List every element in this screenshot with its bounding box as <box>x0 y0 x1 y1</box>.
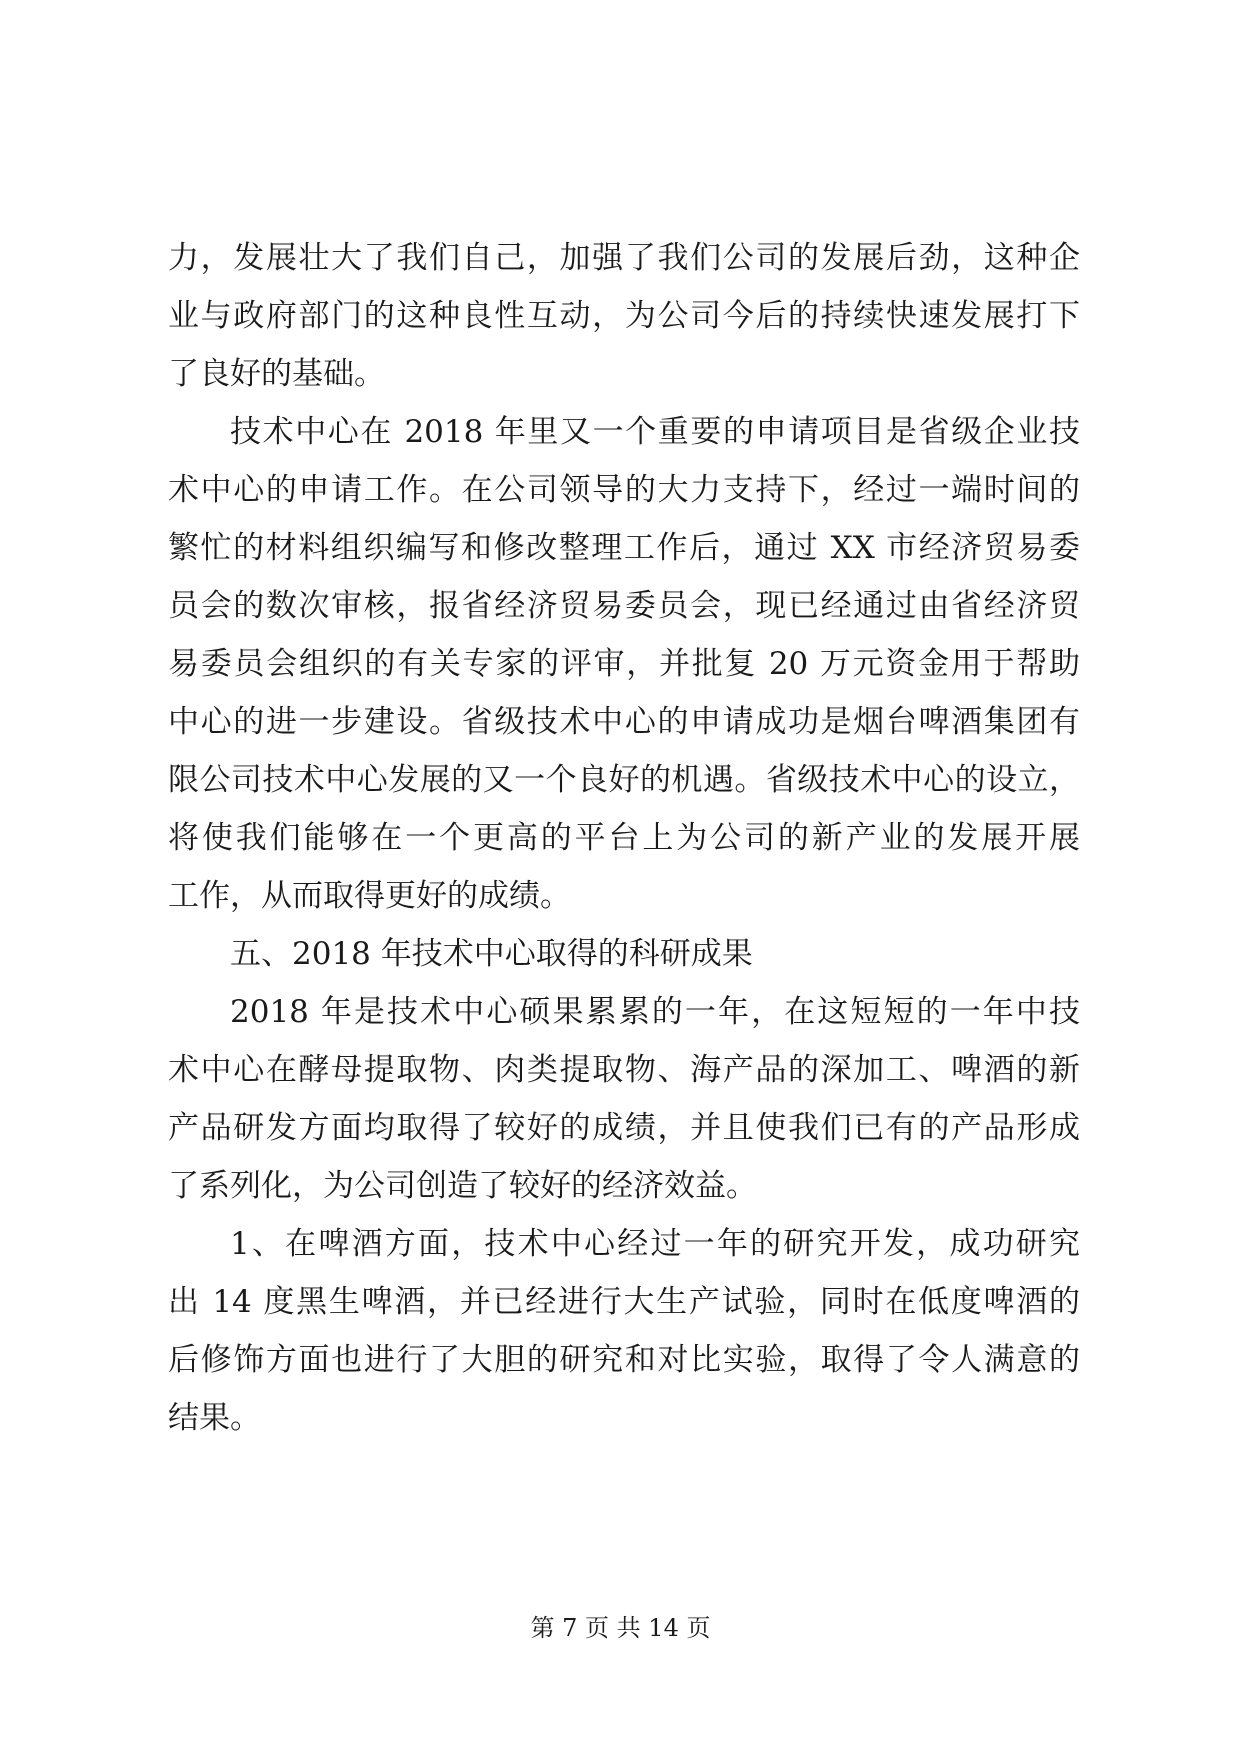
text-line: 出 14 度黑生啤酒，并已经进行大生产试验，同时在低度啤酒的 <box>168 1284 1080 1320</box>
text-line: 后修饰方面也进行了大胆的研究和对比实验，取得了令人满意的 <box>168 1342 1080 1378</box>
text-line: 了良好的基础。 <box>168 356 385 392</box>
paragraph-start-line: 技术中心在 2018 年里又一个重要的申请项目是省级企业技 <box>230 414 1080 450</box>
paragraph-start-line: 2018 年是技术中心硕果累累的一年，在这短短的一年中技 <box>230 994 1080 1030</box>
paragraph-start-line: 1、在啤酒方面，技术中心经过一年的研究开发，成功研究 <box>230 1226 1080 1262</box>
section-heading: 五、2018 年技术中心取得的科研成果 <box>230 936 753 972</box>
text-line: 将使我们能够在一个更高的平台上为公司的新产业的发展开展 <box>168 820 1080 856</box>
text-line: 产品研发方面均取得了较好的成绩，并且使我们已有的产品形成 <box>168 1110 1080 1146</box>
text-line: 业与政府部门的这种良性互动，为公司今后的持续快速发展打下 <box>168 298 1080 334</box>
text-line: 结果。 <box>168 1400 261 1436</box>
text-line: 术中心在酵母提取物、肉类提取物、海产品的深加工、啤酒的新 <box>168 1052 1080 1088</box>
text-line: 工作，从而取得更好的成绩。 <box>168 878 571 914</box>
text-line: 中心的进一步建设。省级技术中心的申请成功是烟台啤酒集团有 <box>168 704 1080 740</box>
text-line: 员会的数次审核，报省经济贸易委员会，现已经通过由省经济贸 <box>168 588 1080 624</box>
text-line: 限公司技术中心发展的又一个良好的机遇。省级技术中心的设立， <box>168 762 1080 798</box>
text-line: 了系列化，为公司创造了较好的经济效益。 <box>168 1168 757 1204</box>
text-line: 力，发展壮大了我们自己，加强了我们公司的发展后劲，这种企 <box>168 240 1080 276</box>
page-number-footer: 第 7 页 共 14 页 <box>530 1614 711 1642</box>
text-line: 术中心的申请工作。在公司领导的大力支持下，经过一端时间的 <box>168 472 1080 508</box>
text-line: 易委员会组织的有关专家的评审，并批复 20 万元资金用于帮助 <box>168 646 1080 682</box>
text-line: 繁忙的材料组织编写和修改整理工作后，通过 XX 市经济贸易委 <box>168 530 1080 566</box>
